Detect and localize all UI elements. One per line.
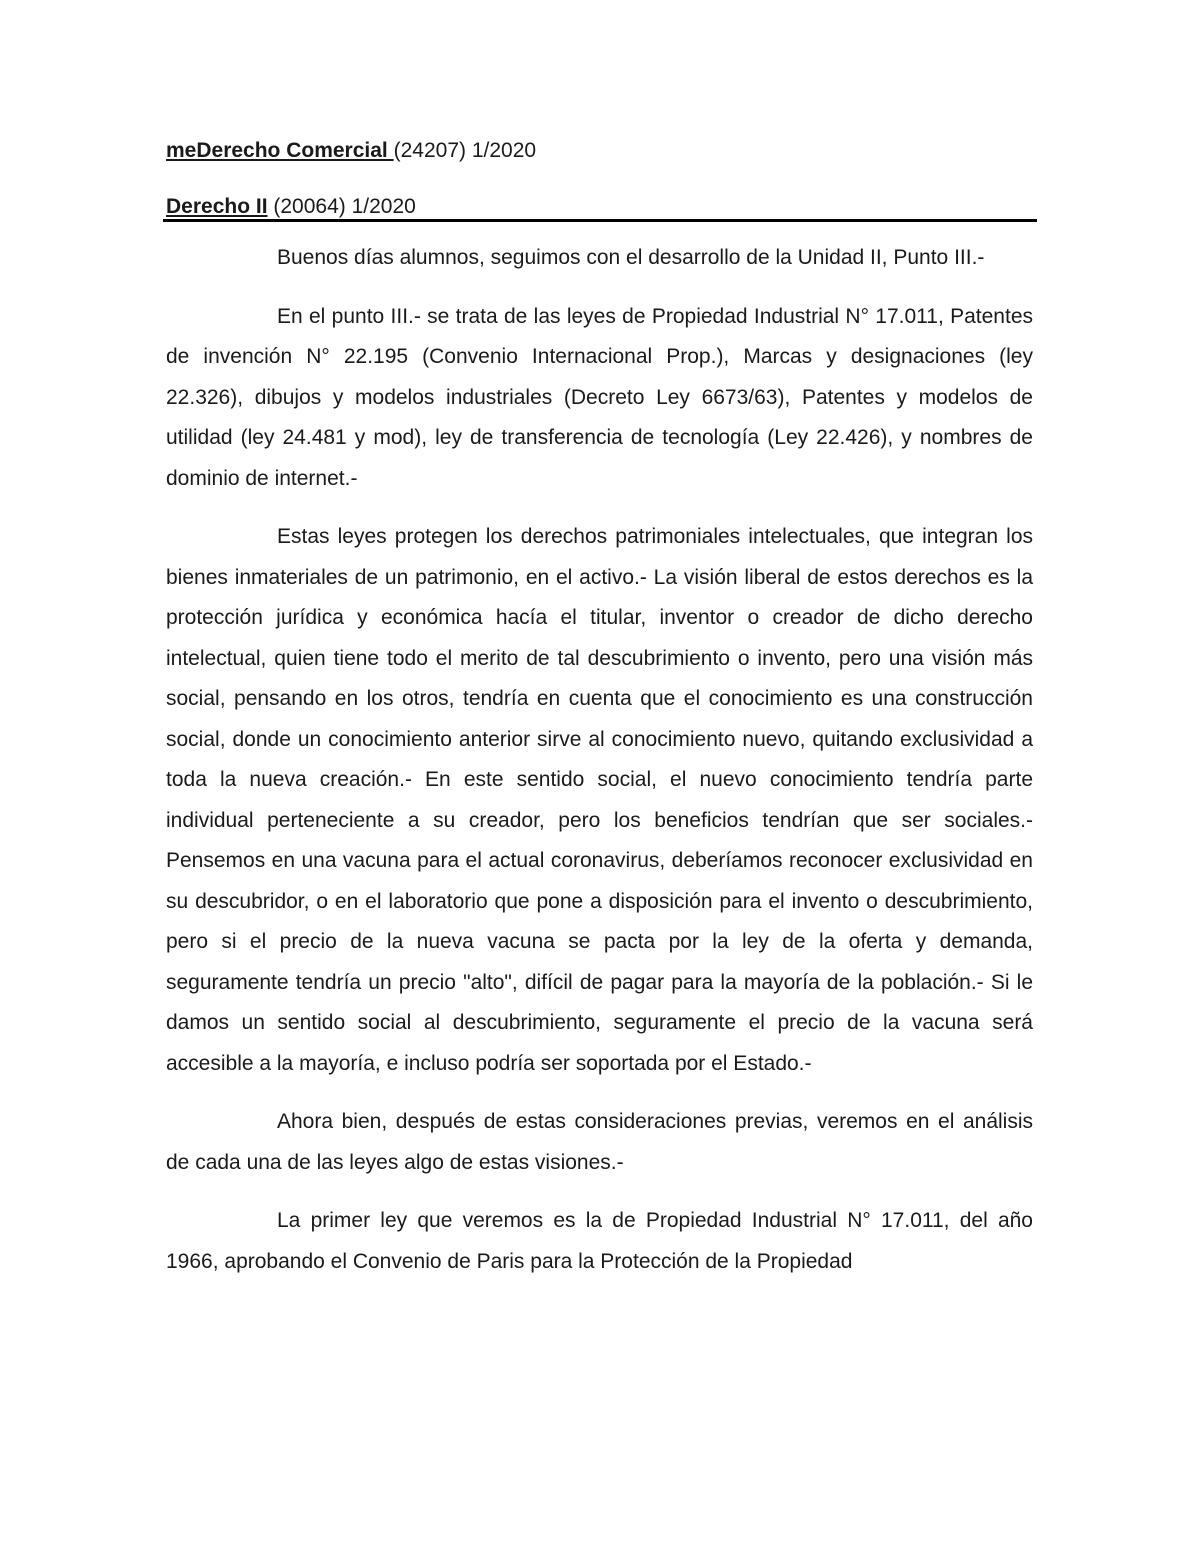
- paragraph-laws-list: En el punto III.- se trata de las leyes de Propiedad Industrial N° 17.011, Patentes de invención N° 22.195 (Convenio Internacional Prop.), Marcas y designaciones (ley 22.326), dibujos y modelos industriales (Decreto Ley 6673/63), Patentes y modelos de utilidad (ley 24.481 y mod), ley de transferencia de tecnología (Ley 22.426), y nombres de dominio de internet.-: [166, 304, 1033, 490]
- paragraph-first-law: La primer ley que veremos es la de Propiedad Industrial N° 17.011, del año 1966, aprobando el Convenio de Paris para la Protección de la Propiedad: [166, 1209, 1033, 1273]
- course-details-2: (20064) 1/2020: [267, 195, 416, 218]
- course-heading-1: [166, 136, 1036, 166]
- paragraph-transition: Ahora bien, después de estas consideraciones previas, veremos en el análisis de cada una de las leyes algo de estas visiones.-: [166, 1110, 1033, 1174]
- header-divider: [163, 219, 1037, 222]
- document-body: [166, 238, 1033, 1300]
- course-name-1: meDerecho Comercial: [166, 139, 394, 162]
- course-details-1: (24207) 1/2020: [393, 139, 537, 162]
- course-heading-2: [166, 192, 1036, 222]
- course-name-2: Derecho II: [166, 195, 268, 218]
- paragraph-greeting: Buenos días alumnos, seguimos con el desarrollo de la Unidad II, Punto III.-: [277, 246, 985, 269]
- document-header: [166, 136, 1036, 222]
- paragraph-rights-discussion: Estas leyes protegen los derechos patrimoniales intelectuales, que integran los bienes inmateriales de un patrimonio, en el activo.- La visión liberal de estos derechos es la protección jurídica y económica hacía el titular, inventor o creador de dicho derecho intelectual, quien tiene todo el merito de tal descubrimiento o invento, pero una visión más social, pensando en los otros, tendría en cuenta que el conocimiento es una construcción social, donde un conocimiento anterior sirve al conocimiento nuevo, quitando exclusividad a toda la nueva creación.- En este sentido social, el nuevo conocimiento tendría parte individual perteneciente a su creador, pero los beneficios tendrían que ser sociales.- Pensemos en una vacuna para el actual coronavirus, deberíamos reconocer exclusividad en su descubridor, o en el laboratorio que pone a disposición para el invento o descubrimiento, pero si el precio de la nueva vacuna se pacta por la ley de la oferta y demanda, seguramente tendría un precio "alto", difícil de pagar para la mayoría de la población.- Si le damos un sentido social al descubrimiento, seguramente el precio de la vacuna será accesible a la mayoría, e incluso podría ser soportada por el Estado.-: [166, 525, 1033, 1075]
